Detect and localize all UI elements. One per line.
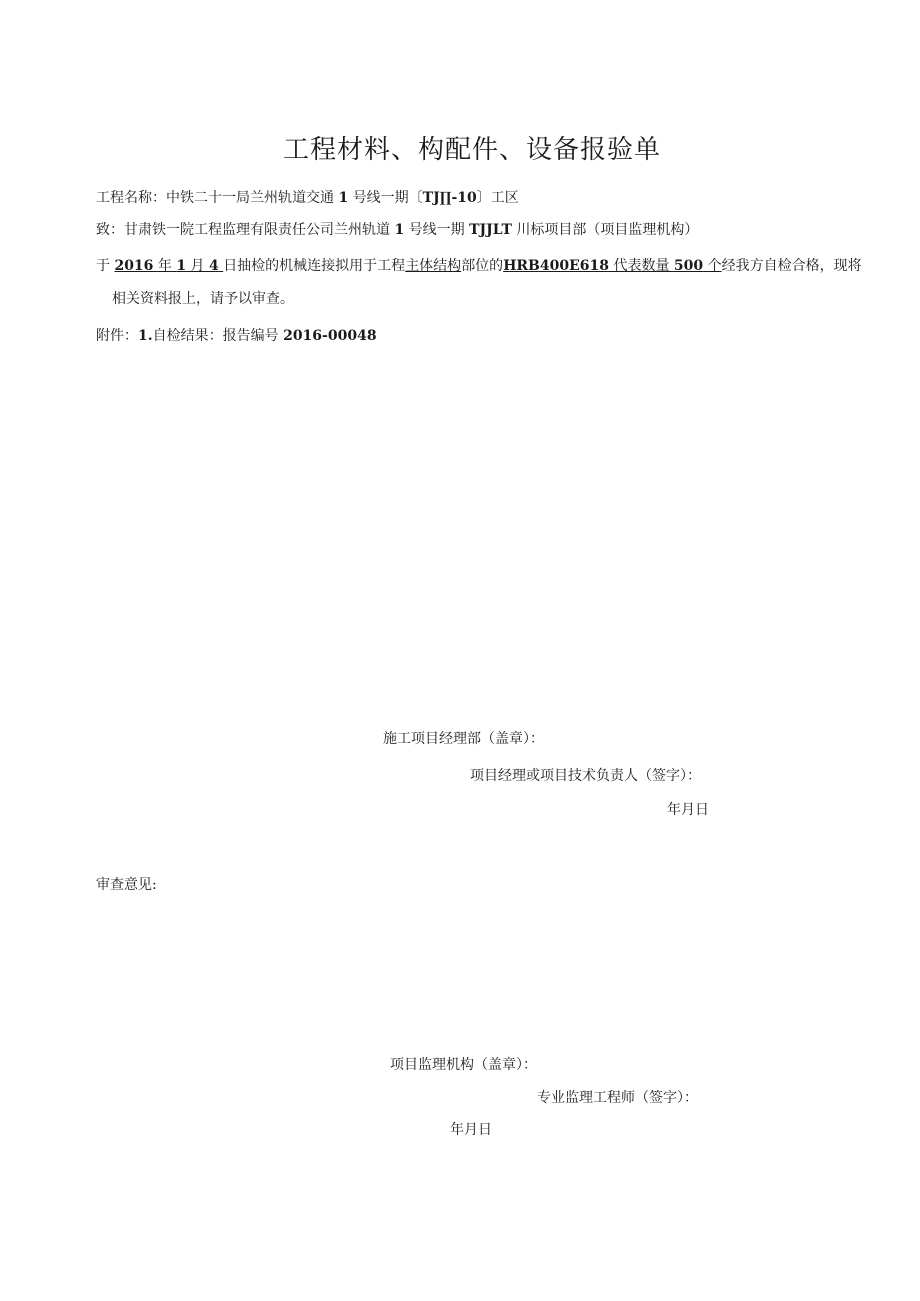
quantity-label: 代表数量 <box>613 258 670 274</box>
month-unit: 月 <box>190 258 205 274</box>
attachment-text: 自检结果：报告编号 <box>152 328 279 344</box>
contractor-date: 年月日 <box>667 802 709 818</box>
body-line-1 <box>96 256 862 276</box>
project-name-value: 中铁二十一局兰州轨道交通 <box>166 190 334 206</box>
form-title: 工程材料、构配件、设备报验单 <box>282 135 661 165</box>
body-line-2: 相关资料报上，请予以审查。 <box>112 291 294 307</box>
quantity-unit: 个 <box>707 258 722 274</box>
manager-signature-label: 项目经理或项目技术负责人（签字）： <box>470 768 701 784</box>
attachment-line <box>96 326 377 346</box>
project-name-line <box>96 188 519 208</box>
project-line-number: 1 <box>338 190 349 206</box>
body-prefix: 于 <box>96 258 110 274</box>
inspection-day: 4 <box>208 258 219 274</box>
report-number: 2016-00048 <box>283 328 377 344</box>
project-section-code: TJ∏-10 <box>422 190 477 206</box>
review-opinion-label: 审查意见: <box>96 877 157 893</box>
recipient-text-b: 号线一期 <box>408 222 465 238</box>
recipient-line <box>96 220 698 240</box>
supervisor-date: 年月日 <box>450 1122 492 1138</box>
inspection-date <box>114 258 223 274</box>
attachment-item-number: 1. <box>138 328 153 344</box>
quantity-value: 500 <box>673 258 704 274</box>
inspection-month: 1 <box>176 258 187 274</box>
body-text-b: 部位的 <box>461 258 504 274</box>
attachment-label: 附件： <box>96 328 138 344</box>
project-suffix: 〕工区 <box>476 190 519 206</box>
material-quantity <box>503 258 721 274</box>
usage-location: 主体结构 <box>405 258 462 274</box>
project-name-label: 工程名称： <box>96 190 166 206</box>
recipient-line-number: 1 <box>394 222 405 238</box>
inspection-year: 2016 <box>114 258 154 274</box>
body-text-c: 经我方自检合格，现将 <box>721 258 862 274</box>
recipient-code: TJJLT <box>469 222 512 238</box>
supervisor-stamp-label: 项目监理机构（盖章）： <box>390 1057 537 1073</box>
recipient-label: 致： <box>96 222 124 238</box>
year-unit: 年 <box>157 258 172 274</box>
body-text-a: 日抽检的机械连接拟用于工程 <box>223 258 406 274</box>
engineer-signature-label: 专业监理工程师（签字）： <box>537 1090 698 1106</box>
project-line-label: 号线一期〔 <box>352 190 423 206</box>
material-spec: HRB400E618 <box>503 258 610 274</box>
contractor-stamp-label: 施工项目经理部（盖章）： <box>383 731 544 747</box>
recipient-text-a: 甘肃铁一院工程监理有限责任公司兰州轨道 <box>124 222 390 238</box>
recipient-text-c: 川标项目部（项目监理机构） <box>516 222 699 238</box>
